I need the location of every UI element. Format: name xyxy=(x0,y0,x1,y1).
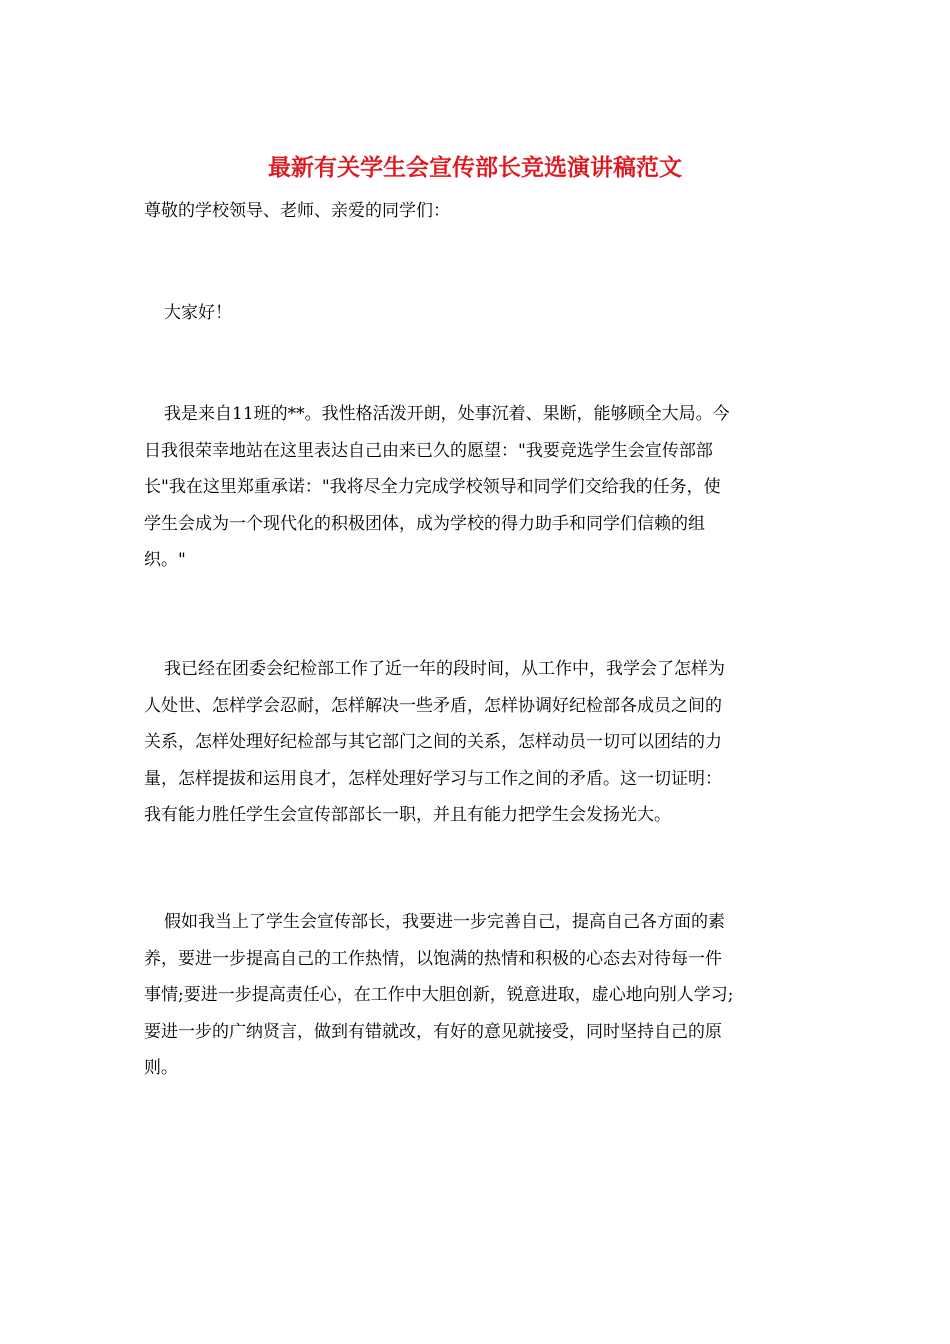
paragraph-line: 长"我在这里郑重承诺："我将尽全力完成学校领导和同学们交给我的任务，使 xyxy=(144,477,721,498)
salutation: 尊敬的学校领导、老师、亲爱的同学们： xyxy=(144,201,450,221)
paragraph-line: 我是来自11班的**。我性格活泼开朗，处事沉着、果断，能够顾全大局。今 xyxy=(164,404,730,424)
paragraph-line: 日我很荣幸地站在这里表达自己由来已久的愿望："我要竞选学生会宣传部部 xyxy=(144,440,713,461)
paragraph-plans xyxy=(144,904,824,1087)
paragraph-line: 我已经在团委会纪检部工作了近一年的段时间，从工作中，我学会了怎样为 xyxy=(164,659,725,679)
paragraph-line: 养，要进一步提高自己的工作热情，以饱满的热情和积极的心态去对待每一件 xyxy=(144,948,722,969)
paragraph-experience xyxy=(144,651,824,834)
greeting: 大家好！ xyxy=(164,303,232,323)
paragraph-line: 量，怎样提拔和运用良才，怎样处理好学习与工作之间的矛盾。这一切证明： xyxy=(144,768,722,789)
paragraph-line: 织。" xyxy=(144,550,186,571)
paragraph-line: 人处世、怎样学会忍耐，怎样解决一些矛盾，怎样协调好纪检部各成员之间的 xyxy=(144,695,722,716)
document-title: 最新有关学生会宣传部长竞选演讲稿范文 xyxy=(268,154,682,181)
paragraph-introduction xyxy=(144,396,824,579)
paragraph-line: 则。 xyxy=(144,1058,178,1079)
paragraph-line: 关系，怎样处理好纪检部与其它部门之间的关系，怎样动员一切可以团结的力 xyxy=(144,732,722,753)
paragraph-line: 学生会成为一个现代化的积极团体，成为学校的得力助手和同学们信赖的组 xyxy=(144,513,705,534)
paragraph-line: 要进一步的广纳贤言，做到有错就改，有好的意见就接受，同时坚持自己的原 xyxy=(144,1021,722,1042)
paragraph-line: 我有能力胜任学生会宣传部部长一职，并且有能力把学生会发扬光大。 xyxy=(144,805,671,826)
paragraph-line: 事情;要进一步提高责任心，在工作中大胆创新，锐意进取，虚心地向别人学习; xyxy=(144,985,734,1006)
paragraph-line: 假如我当上了学生会宣传部长，我要进一步完善自己，提高自己各方面的素 xyxy=(164,912,725,932)
